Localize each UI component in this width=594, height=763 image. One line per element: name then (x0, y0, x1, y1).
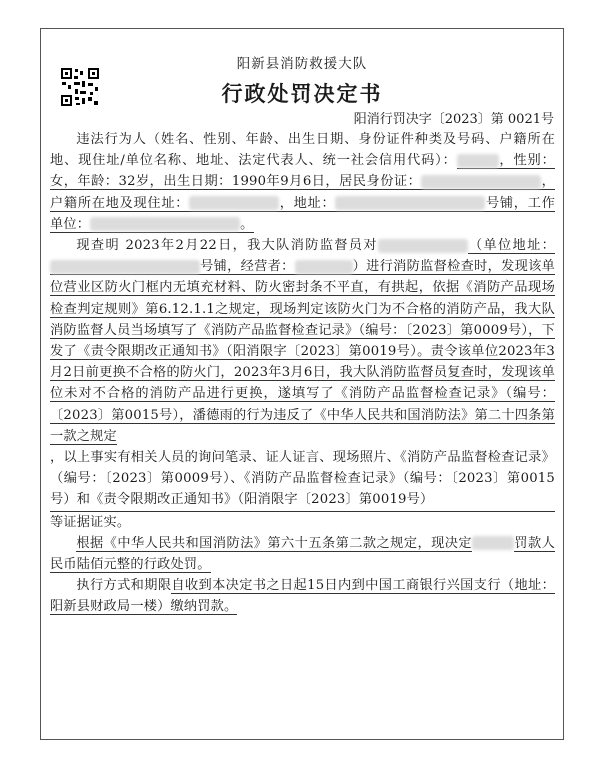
document-number: 阳消行罚决字〔2023〕第 0021号 (353, 112, 554, 127)
paragraph-offender (50, 129, 555, 235)
paragraph-facts: 现查明 2023年2月22日，我大队消防监督员对 （单位地址：号铺，经营者： ）进行消防监督检查时，发现该单位营业区防火门框内无填充材料、防火密封条不平直，有拱起，依据《消防产品现场检查判定规则》第6.12.1.1之规定，现场判定该防火门为不合格的消防产品，我大队消防监督人员当场填写了《消防产品监督检查记录》（编号：〔2023〕第0009号），下发了《责令限期改正通知书》（阳消限字〔2023〕第0019号）。责令该单位2023年3月2日前更换不合格的防火门，2023年3月6日，我大队消防监督员复查时，发现该单位未对不合格的消防产品进行更换，遂填写了《消防产品监督检查记录》（编号：〔2023〕第0015号），潘德雨的行为违反了《中华人民共和国消防法》第二十四条第一款之规定 (50, 238, 555, 444)
paragraph-evidence-end: 等证据证实。 (50, 514, 131, 530)
paragraph-execution: 执行方式和期限自收到本决定书之日起15日内到中国工商银行兴国支行（地址：阳新县财政局一楼）缴纳罚款。 (50, 578, 555, 615)
redacted-operator (295, 260, 353, 274)
paragraph-decision: 根据《中华人民共和国消防法》第六十五条第二款之规定，现决定 罚款人民币陆佰元整的行政处罚。 (50, 535, 555, 573)
issuing-organization: 阳新县消防救援大队 (236, 56, 368, 72)
redacted-id-number (421, 175, 541, 189)
redacted-name (457, 154, 499, 168)
offender-heading: 违法行为人（姓名、性别、年龄、出生日期、身份证件种类及号码、户籍所在地、现住址/单位名称、地址、法定代表人、统一社会信用代码）： (50, 132, 555, 169)
redacted-address-2 (335, 196, 485, 210)
offender-details: ，性别：女，年龄：32岁，出生日期：1990年9月6日，居民身份证： ，户籍所在地及现住址： ，地址： 号铺，工作单位： 。 (50, 153, 555, 232)
redacted-unit-name (378, 239, 468, 253)
redacted-unit-address (50, 260, 200, 274)
paragraph-evidence: ，以上事实有相关人员的询问笔录、证人证言、现场照片、《消防产品监督检查记录》（编号：〔2023〕第0009号）、《消防产品监督检查记录》（编号：〔2023〕第0015号）和《责令限期改正通知书》（阳消限字〔2023〕第0019号） (50, 447, 555, 512)
redacted-decision-name (472, 536, 514, 550)
facts-underlined: （单位地址：号铺，经营者： ）进行消防监督检查时，发现该单位营业区防火门框内无填充材料、防火密封条不平直，有拱起，依据《消防产品现场检查判定规则》第6.12.1.1之规定，现场判定该防火门为不合格的消防产品，我大队消防监督人员当场填写了《消防产品监督检查记录》（编号：〔2023〕第0009号），下发了《责令限期改正通知书》（阳消限字〔2023〕第0019号）。责令该单位2023年3月2日前更换不合格的防火门，2023年3月6日，我大队消防监督员复查时，发现该单位未对不合格的消防产品进行更换，遂填写了《消防产品监督检查记录》（编号：〔2023〕第0015号），潘德雨的行为违反了《中华人民共和国消防法》第二十四条第一款之规定 (50, 238, 555, 444)
redacted-address (189, 196, 279, 210)
redacted-workplace (90, 217, 240, 231)
document-title: 行政处罚决定书 (221, 81, 383, 106)
document-body (50, 129, 555, 618)
